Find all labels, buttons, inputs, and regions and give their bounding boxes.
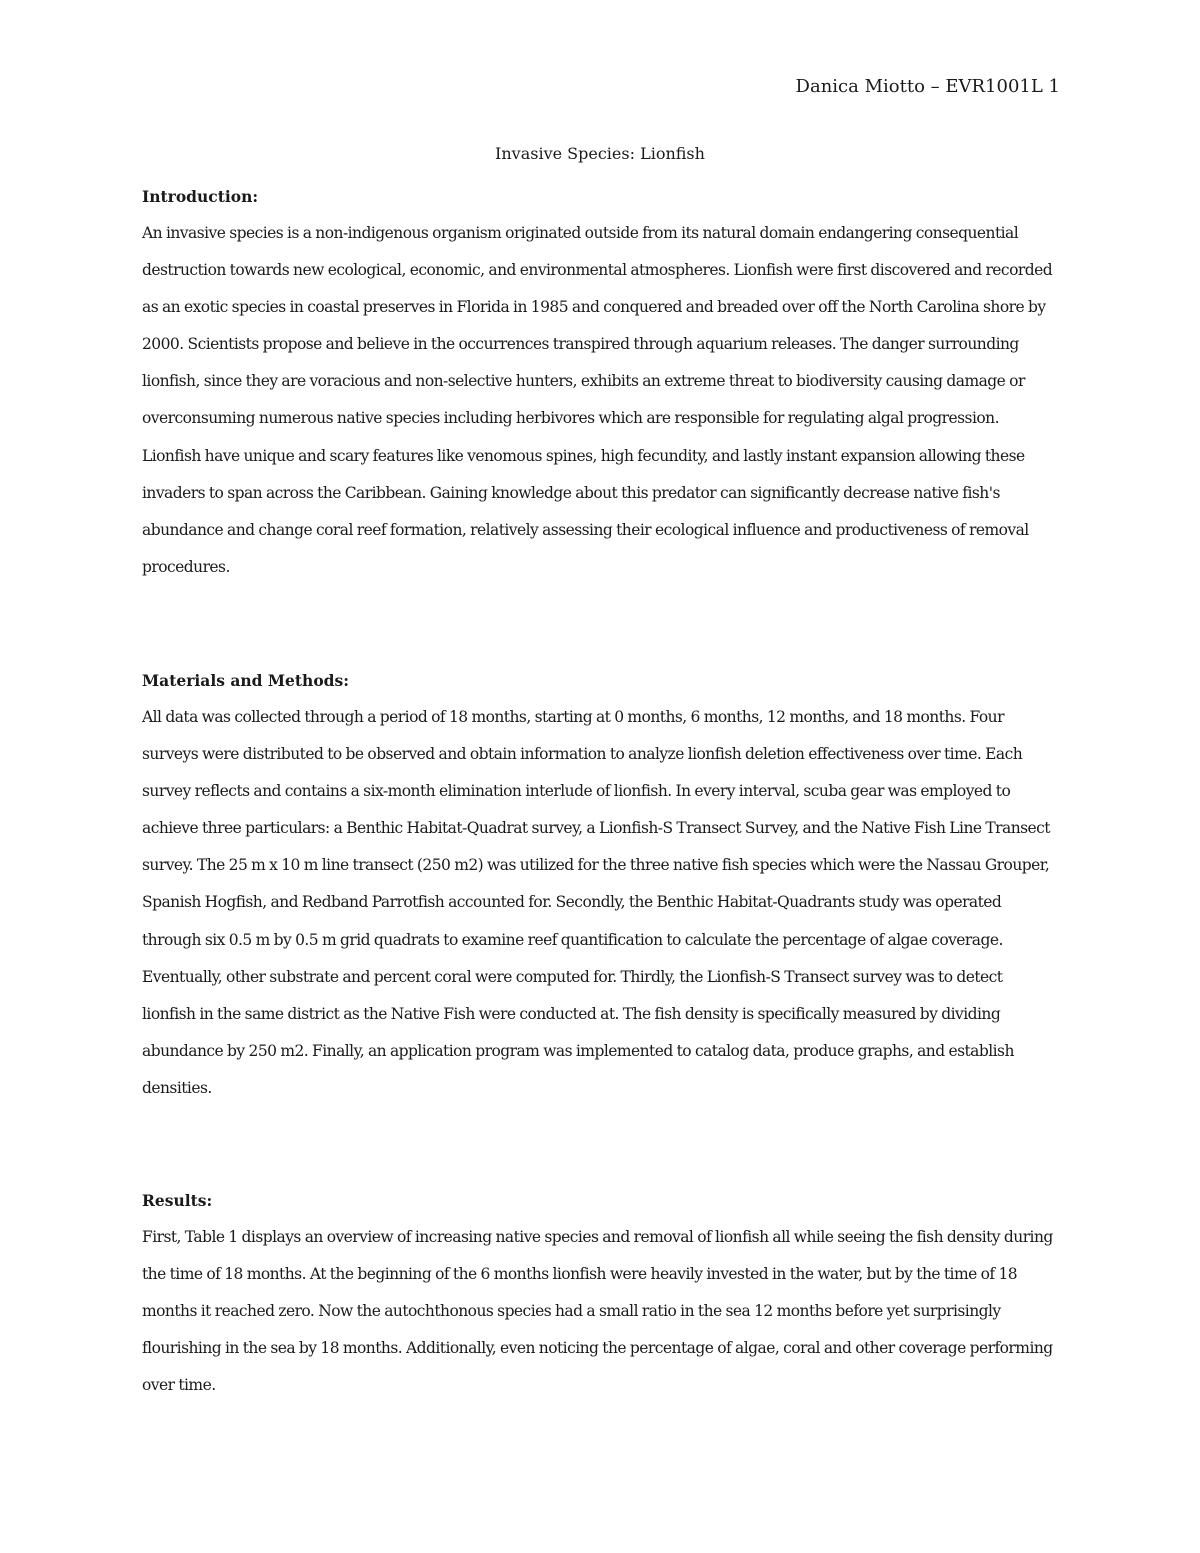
results-paragraph: First, Table 1 displays an overview of increasing native species and removal of lionfish all while seeing the fish density during the time of 18 months. At the beginning of the 6 months lionfish were heavily invested in the water, but by the time of 18 months it reached zero. Now the autochthonous species had a small ratio in the sea 12 months before yet surprisingly flourishing in the sea by 18 months. Additionally, even noticing the percentage of algae, coral and other coverage performing over time. [142,1228,1053,1395]
materials-methods-section [142,662,1058,1107]
introduction-section [142,178,1058,586]
introduction-paragraph: An invasive species is a non-indigenous organism originated outside from its natural domain endangering consequential destruction towards new ecological, economic, and environmental atmospheres. Lionfish were first discovered and recorded as an exotic species in coastal preserves in Florida in 1985 and conquered and breaded over off the North Carolina shore by 2000. Scientists propose and believe in the occurrences transpired through aquarium releases. The danger surrounding lionfish, since they are voracious and non-selective hunters, exhibits an extreme threat to biodiversity causing damage or overconsuming numerous native species including herbivores which are responsible for regulating algal progression. Lionfish have unique and scary features like venomous spines, high fecundity, and lastly instant expansion allowing these invaders to span across the Caribbean. Gaining knowledge about this predator can significantly decrease native fish's abundance and change coral reef formation, relatively assessing their ecological influence and productiveness of removal procedures. [142,224,1053,576]
materials-methods-paragraph: All data was collected through a period of 18 months, starting at 0 months, 6 months, 12 months, and 18 months. Four surveys were distributed to be observed and obtain information to analyze lionfish deletion effectiveness over time. Each survey reflects and contains a six-month elimination interlude of lionfish. In every interval, scuba gear was employed to achieve three particulars: a Benthic Habitat-Quadrat survey, a Lionfish-S Transect Survey, and the Native Fish Line Transect survey. The 25 m x 10 m line transect (250 m2) was utilized for the three native fish species which were the Nassau Grouper, Spanish Hogfish, and Redband Parrotfish accounted for. Secondly, the Benthic Habitat-Quadrants study was operated through six 0.5 m by 0.5 m grid quadrats to examine reef quantification to calculate the percentage of algae coverage. Eventually, other substrate and percent coral were computed for. Thirdly, the Lionfish-S Transect survey was to detect lionfish in the same district as the Native Fish were conducted at. The fish density is specifically measured by dividing abundance by 250 m2. Finally, an application program was implemented to catalog data, produce graphs, and establish densities. [142,708,1050,1097]
introduction-heading: Introduction: [142,187,259,206]
running-header: Danica Miotto – EVR1001L 1 [795,76,1060,97]
materials-methods-heading: Materials and Methods: [142,671,349,690]
results-heading: Results: [142,1191,213,1210]
results-section [142,1182,1058,1404]
document-title: Invasive Species: Lionfish [495,144,705,163]
